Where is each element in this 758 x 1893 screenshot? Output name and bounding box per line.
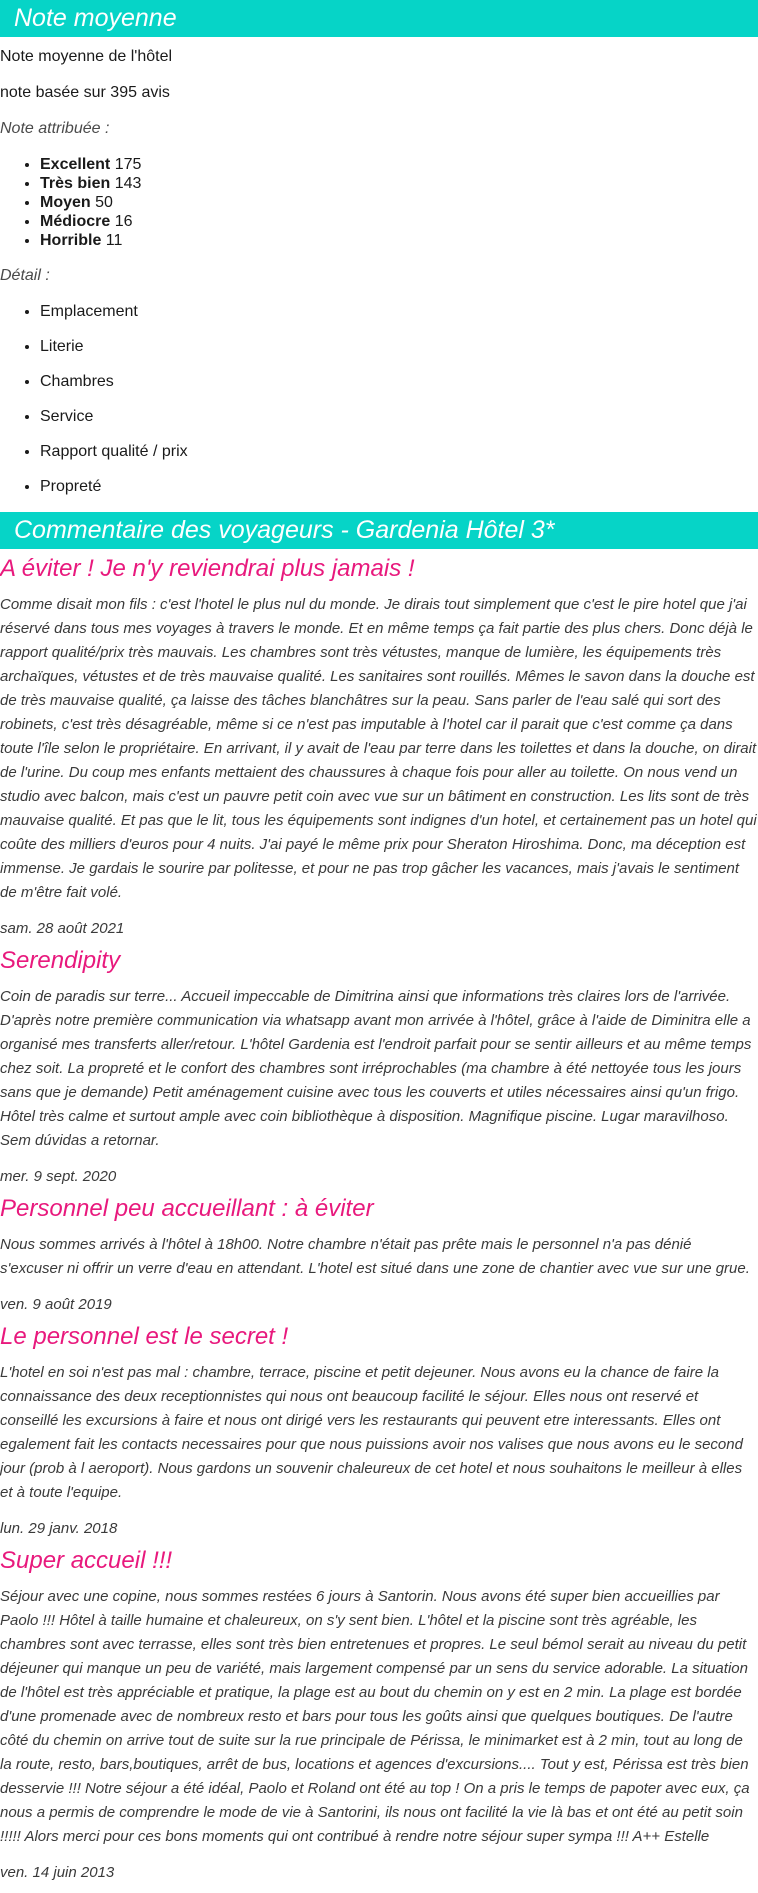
review-date: sam. 28 août 2021 (0, 920, 125, 937)
review-title: Le personnel est le secret ! (0, 1323, 289, 1350)
rating-item-mediocre (40, 212, 758, 231)
review-date: ven. 9 août 2019 (0, 1296, 112, 1313)
review-title: Personnel peu accueillant : à éviter (0, 1195, 374, 1222)
review-body: L'hotel en soi n'est pas mal : chambre, terrace, piscine et petit dejeuner. Nous avons eu la chance de faire la connaissance des deux receptionnistes qui nous ont beaucoup facilité le séjour. Elles nous ont reservé et conseillé les excursions à faire et nous ont dirigé vers les restaurants qui peuvent etre interessants. Elles ont egalement fait les contacts necessaires pour que nous puissions avoir nos valises que nous avons eu le second jour (prob à l aeroport). Nous gardons un souvenir chaleureux de cet hotel et nous souhaitons le meilleur à elles et à toute l'equipe. (0, 1364, 743, 1501)
detail-list (0, 302, 758, 496)
review-title: Super accueil !!! (0, 1547, 173, 1574)
review-item (0, 1545, 758, 1883)
rating-label: Moyen (40, 194, 91, 211)
review-item (0, 1321, 758, 1539)
rating-item-excellent (40, 155, 758, 174)
rating-count: 175 (114, 156, 142, 173)
detail-item-literie: • Literie (40, 337, 758, 356)
rating-count: 143 (114, 175, 142, 192)
review-count-text: note basée sur 395 avis (0, 84, 170, 101)
detail-item-rapport-qualite-prix: • Rapport qualité / prix (40, 442, 758, 461)
rating-item-tres-bien (40, 174, 758, 193)
review-body: Séjour avec une copine, nous sommes restées 6 jours à Santorin. Nous avons été super bien accueillies par Paolo !!! Hôtel à taille humaine et chaleureux, on s'y sent bien. L'hôtel et la piscine sont très agréable, les chambres sont avec terrasse, elles sont très bien entretenues et propres. Le seul bémol serait au niveau du petit déjeuner qui manque un peu de variété, mais largement compensé par un sens du service adorable. La situation de l'hôtel est très appréciable et pratique, la plage est au bout du chemin on y est en 2 min. La plage est bordée d'une promenade avec de nombreux resto et bars pour tous les goûts ainsi que quelques boutiques. De l'autre côté du chemin on arrive tout de suite sur la rue principale de Périssa, le minimarket est à 2 min, tout au long de la route, resto, bars,boutiques, arrêt de bus, locations et agences d'excursions.... Tout y est, Périssa est très bien desservie !!! Notre séjour a été idéal, Paolo et Roland ont été au top ! On a pris le temps de papoter avec eux, ça nous a permis de comprendre le mode de vie à Santorini, ils nous ont facilité la vie là bas et ont été au petit soin !!!!! Alors merci pour ces bons moments qui ont contribué à rendre notre séjour super sympa !!! A++ Estelle (0, 1588, 750, 1845)
rating-count: 11 (105, 232, 123, 249)
rating-label: Médiocre (40, 213, 111, 230)
detail-item-chambres: • Chambres (40, 372, 758, 391)
review-title: Serendipity (0, 947, 121, 974)
review-body: Coin de paradis sur terre... Accueil impeccable de Dimitrina ainsi que informations très claires lors de l'arrivée. D'après notre première communication via whatsapp avant mon arrivée à l'hôtel, grâce à l'aide de Diminitra elle a organisé mes transferts aller/retour. L'hôtel Gardenia est l'endroit parfait pour se sentir ailleurs et au même temps chez soit. La propreté et le confort des chambres sont irréprochables (ma chambre à été nettoyée tous les jours sans que je demande) Petit aménagement cuisine avec tous les couverts et utiles nécessaires ainsi qu'un frigo. Hôtel très calme et surtout ample avec coin bibliothèque à disposition. Magnifique piscine. Lugar maravilhoso. Sem dúvidas a retornar. (0, 988, 752, 1149)
detail-item-proprete: • Propreté (40, 477, 758, 496)
detail-item-service: • Service (40, 407, 758, 426)
ratings-label: Note attribuée : (0, 120, 110, 137)
review-date: mer. 9 sept. 2020 (0, 1168, 117, 1185)
rating-label: Très bien (40, 175, 111, 192)
review-item (0, 945, 758, 1187)
review-item (0, 1193, 758, 1315)
ratings-list (0, 155, 758, 250)
review-body: Nous sommes arrivés à l'hôtel à 18h00. Notre chambre n'était pas prête mais le personnel n'a pas dénié s'excuser ni offrir un verre d'eau en attendant. L'hotel est situé dans une zone de chantier avec vue sur une grue. (0, 1236, 750, 1277)
rating-label: Horrible (40, 232, 102, 249)
average-rating-subtitle: Note moyenne de l'hôtel (0, 48, 173, 65)
rating-count: 16 (114, 213, 133, 230)
rating-item-moyen (40, 193, 758, 212)
review-title: A éviter ! Je n'y reviendrai plus jamais ! (0, 555, 415, 582)
review-body: Comme disait mon fils : c'est l'hotel le plus nul du monde. Je dirais tout simplement que c'est le pire hotel que j'ai réservé dans tous mes voyages à travers le monde. Et en même temps ça fait partie des plus chers. Donc déjà le rapport qualité/prix très mauvais. Les chambres sont très vétustes, manque de lumière, les équipements très archaïques, vétustes et de très mauvaise qualité. Les sanitaires sont rouillés. Mêmes le savon dans la douche est de très mauvaise qualité, ça laisse des tâches blanchâtres sur la peau. Sans parler de l'eau salé qui sort des robinets, c'est très désagréable, même si ce n'est pas imputable à l'hotel car il parait que c'est comme ça dans toute l'île selon le propriétaire. En arrivant, il y avait de l'eau par terre dans les toilettes et dans la douche, on dirait de l'urine. Du coup mes enfants mettaient des chaussures à chaque fois pour aller au toilette. On nous vend un studio avec balcon, mais c'est un pauvre petit coin avec vue sur un bâtiment en construction. Les lits sont de très mauvaise qualité. Et pas que le lit, tous les équipements sont indignes d'un hotel, et certainement pas un hotel qui coûte des milliers d'euros pour 4 nuits. J'ai payé le même prix pour Sheraton Hiroshima. Donc, ma déception est immense. Je gardais le sourire par politesse, et pour ne pas trop gâcher les vacances, mais j'avais le sentiment de m'être fait volé. (0, 596, 757, 901)
section-title-note-moyenne: Note moyenne (0, 0, 758, 37)
review-date: lun. 29 janv. 2018 (0, 1520, 118, 1537)
section-title-commentaires: Commentaire des voyageurs - Gardenia Hôtel 3* (0, 512, 758, 549)
detail-label: Détail : (0, 267, 50, 284)
review-item (0, 553, 758, 939)
rating-label: Excellent (40, 156, 111, 173)
rating-count: 50 (95, 194, 113, 211)
review-date: ven. 14 juin 2013 (0, 1864, 115, 1881)
detail-item-emplacement: • Emplacement (40, 302, 758, 321)
rating-item-horrible (40, 231, 758, 250)
